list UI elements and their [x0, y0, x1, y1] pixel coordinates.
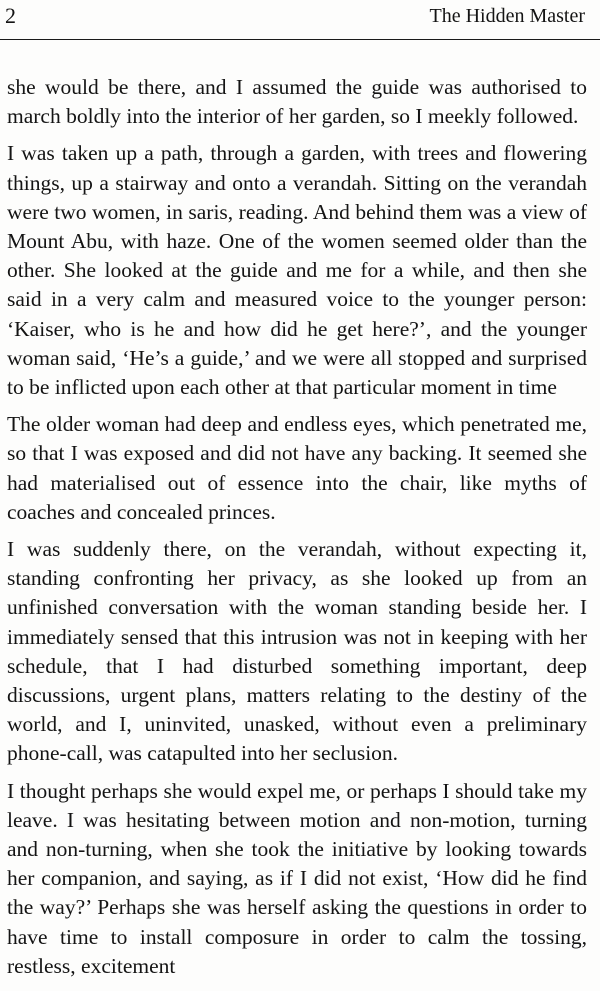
- paragraph-1: she would be there, and I assumed the guide was authorised to march boldly into the interior of her garden, so I meekly followed.: [7, 75, 587, 129]
- paragraph-5: I thought perhaps she would expel me, or perhaps I should take my leave. I was hesitating between motion and non-motion, turning and non-turning, when she took the initiative by looking towards her companion, and saying, as if I did not exist, ‘How did he find the way?’ Perhaps she was herself asking the questions in order to have time to install composure in order to calm the tossing, restless, excitement: [7, 778, 587, 978]
- paragraph-4: I was suddenly there, on the verandah, without expecting it, standing confronting her privacy, as she looked up from an unfinished conversation with the woman standing beside her. I immediately sensed that this intrusion was not in keeping with her schedule, that I had disturbed something important, deep discussions, urgent plans, matters relating to the destiny of the world, and I, uninvited, unasked, without even a preliminary phone-call, was catapulted into her seclusion.: [7, 537, 587, 766]
- page-header: [0, 0, 600, 40]
- body-text: [7, 73, 587, 981]
- page-number: 2: [5, 3, 16, 28]
- paragraph-2: I was taken up a path, through a garden, with trees and flowering things, up a stairway and onto a verandah. Sitting on the verandah were two women, in saris, reading. And behind them was a view of Mount Abu, with haze. One of the women seemed older than the other. She looked at the guide and me for a while, and then she said in a very calm and measured voice to the younger person: ‘Kaiser, who is he and how did he get here?’, and the younger woman said, ‘He’s a guide,’ and we were all stopped and surprised to be inflicted upon each other at that particular moment in time: [7, 141, 587, 400]
- running-title: The Hidden Master: [429, 5, 585, 27]
- paragraph-3: The older woman had deep and endless eyes, which penetrated me, so that I was exposed and did not have any backing. It seemed she had materialised out of essence into the chair, like myths of coaches and concealed princes.: [7, 412, 587, 524]
